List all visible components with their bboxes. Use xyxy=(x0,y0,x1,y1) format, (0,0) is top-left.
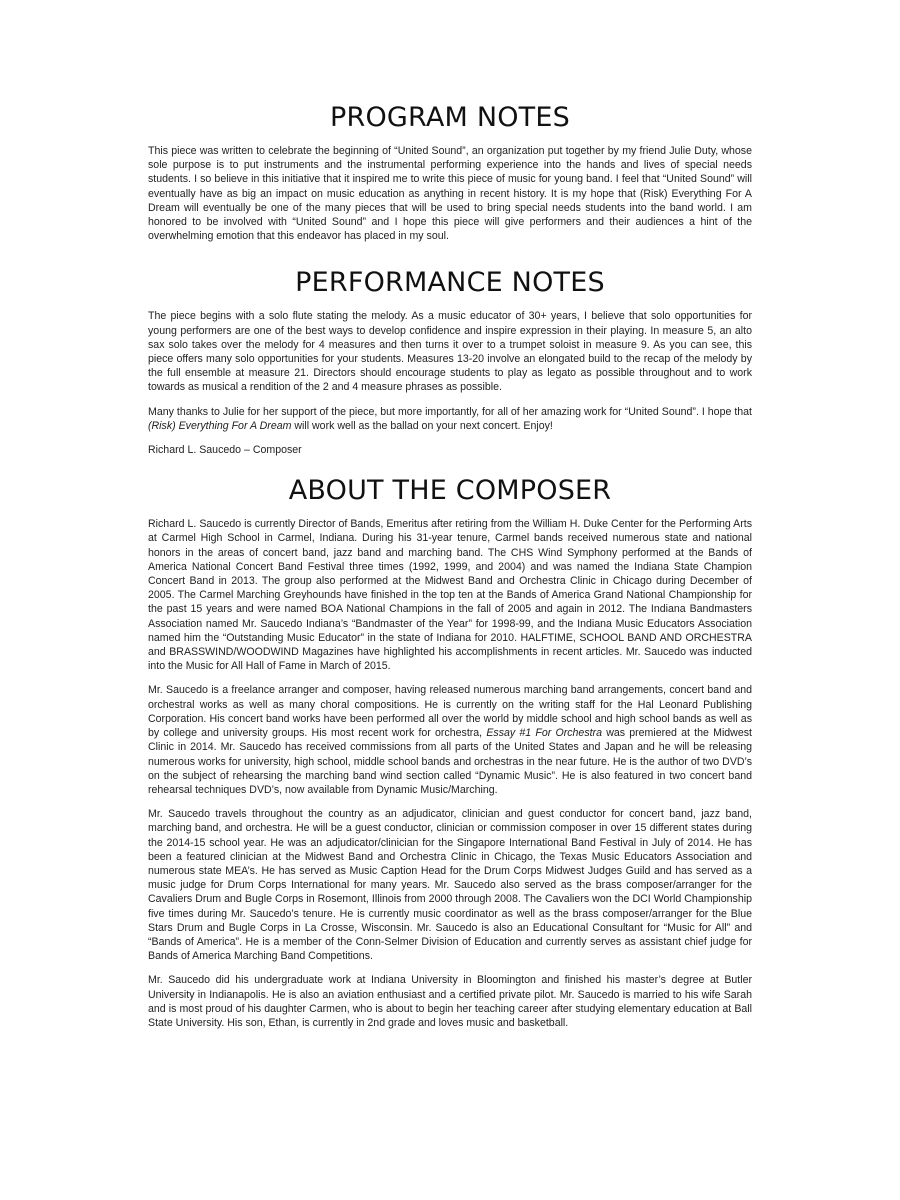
composer-bio-paragraph-3: Mr. Saucedo travels throughout the country as an adjudicator, clinician and guest conductor for concert band, jazz band, marching band, and orchestra. He will be a guest conductor, clinician or commission composer in over 15 different states during the 2014-15 school year. He was an adjudicator/clinician for the Singapore International Band Festival in July of 2014. He has been a featured clinician at the Midwest Band and Orchestra Clinic in Chicago, the Texas Music Educators Association and numerous state MEA’s. He has served as Music Caption Head for the Drum Corps Midwest Judges Guild and has served as a music judge for Drum Corps International for many years. Mr. Saucedo also served as the brass composer/arranger for the Cavaliers Drum and Bugle Corps in Rosemont, Illinois from 2000 through 2008. The Cavaliers won the DCI World Championship five times during Mr. Saucedo’s tenure. He is currently music coordinator as well as the brass composer/arranger for the Blue Stars Drum and Bugle Corps in La Crosse, Wisconsin. Mr. Saucedo is also an Educational Consultant for “Music for All” and “Bands of America”. He is a member of the Conn-Selmer Division of Education and currently serves as assistant chief judge for Bands of America Marching Band Competitions. xyxy=(148,808,752,963)
performance-notes-section xyxy=(148,263,752,457)
about-composer-section xyxy=(148,471,752,1030)
composer-bio-paragraph-2 xyxy=(148,683,752,797)
program-notes-text xyxy=(148,144,752,243)
program-notes-section xyxy=(148,98,752,243)
composer-signature: Richard L. Saucedo – Composer xyxy=(148,444,302,457)
performance-notes-text: The piece begins with a solo flute stating the melody. As a music educator of 30+ years, I believe that solo opportunities for young performers are one of the best ways to develop confidence and inspire expression in their playing. In measure 5, an alto sax solo takes over the melody for 4 measures and then turns it over to a trumpet soloist in measure 9. As you can see, this piece offers many solo opportunities for your students. Measures 13-20 involve an elongated build to the recap of the melody by the full ensemble at measure 21. Directors should encourage students to play as legato as possible throughout and to work towards as musical a rendition of the 2 and 4 measure phrases as possible. xyxy=(148,310,752,394)
thanks-paragraph xyxy=(148,405,752,433)
thanks-text-start: Many thanks to Julie for her support of the piece, but more importantly, for all of her amazing work for “United Sound”. I hope that xyxy=(148,405,752,418)
program-notes-body: This piece was written to celebrate the beginning of “United Sound”, an organization put together by my friend Julie Duty, whose sole purpose is to put instruments and the instrumental performing experience into the hands and lives of special needs students. I so believe in this initiative that it inspired me to write this piece of music for young band. I feel that “United Sound” will eventually have as big an impact on music education as anything in recent history. It is my hope that (Risk) Everything For A Dream will eventually be one of the many pieces that will be used to bring special needs students into the band world. I am honored to be involved with “United Sound” and I hope this piece will give performers and their audiences a hint of the overwhelming emotion that this endeavor has placed in my soul. xyxy=(148,145,752,243)
performance-notes-heading: PERFORMANCE NOTES xyxy=(295,267,605,299)
bio-2-text-start: Mr. Saucedo is a freelance arranger and composer, having released numerous marching band arrangements, concert band and orchestral works as well as many choral compositions. He is currently on the writing staff for the Hal Leonard Publishing Corporation. His concert band works have been performed all over the world by middle school and high school bands as well as by college and university groups. His most recent work for orchestra, xyxy=(148,684,752,740)
bio-2-text-end: was premiered at the Midwest Clinic in 2014. Mr. Saucedo has received commissions from all parts of the United States and Japan and he will be releasing numerous works for university, high school, middle school bands and orchestras in the near future. He is the author of two DVD’s on the subject of rehearsing the marching band wind section called “Dynamic Music”. He is also featured in two concert band rehearsal techniques DVD’s, now available from Dynamic Music/Marching. xyxy=(148,727,752,796)
program-notes-heading: PROGRAM NOTES xyxy=(330,102,570,133)
piece-title: (Risk) Everything For A Dream xyxy=(148,419,292,432)
about-composer-heading: ABOUT THE COMPOSER xyxy=(288,475,612,507)
orchestra-work-title: Essay #1 For Orchestra xyxy=(486,727,602,740)
document-page xyxy=(148,98,752,1030)
composer-bio-paragraph-4: Mr. Saucedo did his undergraduate work at Indiana University in Bloomington and finished his master’s degree at Butler University in Indianapolis. He is also an aviation enthusiast and a certified private pilot. Mr. Saucedo is married to his wife Sarah and is most proud of his daughter Carmen, who is about to begin her teaching career after studying elementary education at Ball State University. His son, Ethan, is currently in 2nd grade and loves music and basketball. xyxy=(148,974,752,1029)
thanks-text-end: will work well as the ballad on your next concert. Enjoy! xyxy=(291,419,553,432)
composer-bio-paragraph-1: Richard L. Saucedo is currently Director of Bands, Emeritus after retiring from the William H. Duke Center for the Performing Arts at Carmel High School in Carmel, Indiana. During his 31-year tenure, Carmel bands received numerous state and national honors in the areas of concert band, jazz band and marching band. The CHS Wind Symphony performed at the Bands of America National Concert Band Festival three times (1992, 1999, and 2004) and was named the Indiana State Champion Concert Band in 2013. The group also performed at the Midwest Band and Orchestra Clinic in Chicago during December of 2005. The Carmel Marching Greyhounds have finished in the top ten at the Bands of America Grand National Championship for the past 15 years and were named BOA National Champions in the fall of 2005 and again in 2012. The Indiana Bandmasters Association named Mr. Saucedo Indiana’s “Bandmaster of the Year” for 1998-99, and the Indiana Music Educators Association named him the “Outstanding Music Educator” in the state of Indiana for 2010. HALFTIME, SCHOOL BAND AND ORCHESTRA and BRASSWIND/WOODWIND Magazines have highlighted his accomplishments in recent articles. Mr. Saucedo was inducted into the Music for All Hall of Fame in March of 2015. xyxy=(148,518,752,673)
